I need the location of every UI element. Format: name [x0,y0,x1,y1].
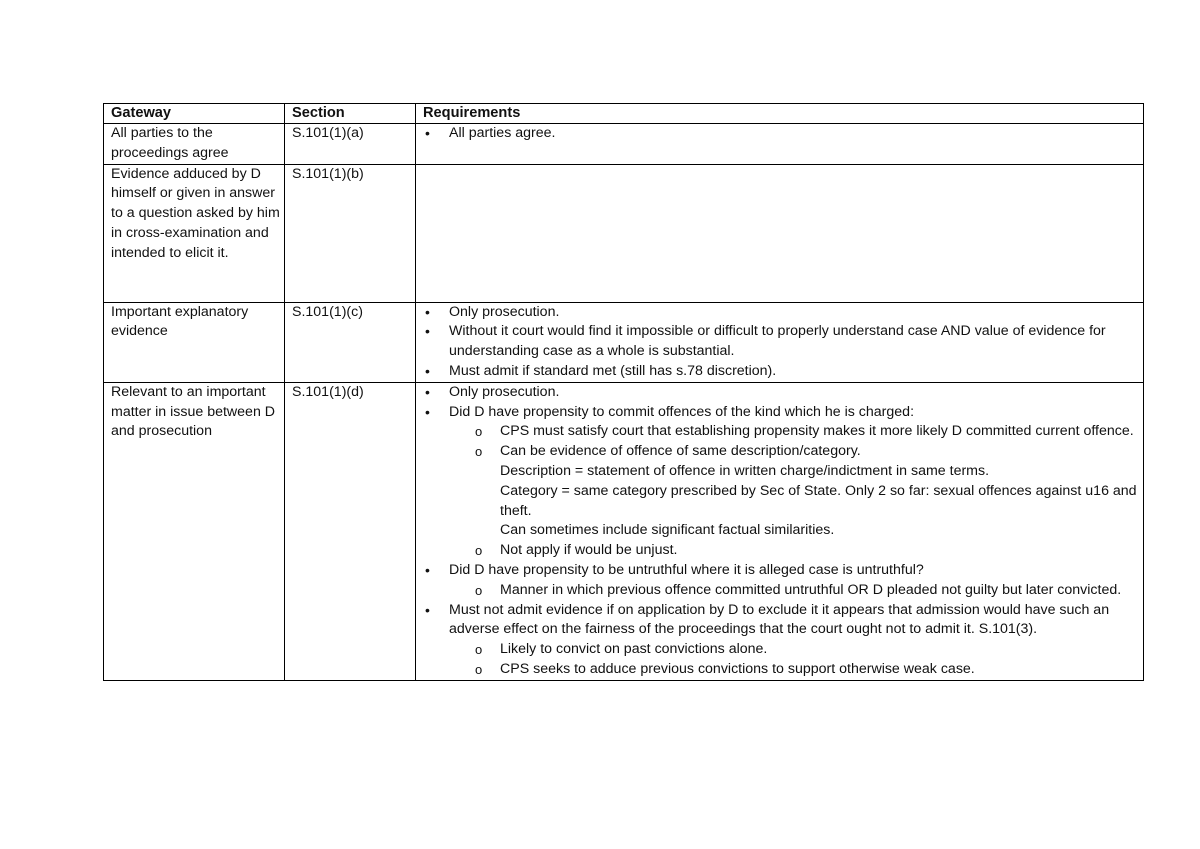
requirement-text: Did D have propensity to commit offences of the kind which he is charged: [449,403,915,420]
gateway-cell: All parties to the proceedings agree [104,124,285,165]
section-cell: S.101(1)(b) [285,164,416,302]
sub-requirement-item [449,660,1140,680]
sub-requirement-text: CPS must satisfy court that establishing propensity makes it more likely D committed current offence. [500,423,1134,440]
sub-requirements-list [449,422,1140,561]
header-requirements: Requirements [416,104,1144,124]
section-cell: S.101(1)(d) [285,382,416,680]
sub-requirement-note: Category = same category prescribed by Sec of State. Only 2 so far: sexual offences against u16 and theft. [500,482,1137,519]
sub-requirement-item [449,422,1140,442]
gateway-cell: Evidence adduced by D himself or given in answer to a question asked by him in cross-examination and intended to elicit it. [104,164,285,302]
table-row [104,302,1144,382]
header-gateway: Gateway [104,104,285,124]
requirements-list [423,303,1140,382]
requirements-cell [416,164,1144,302]
sub-requirement-text: CPS seeks to adduce previous convictions to support otherwise weak case. [500,660,975,677]
requirements-cell [416,382,1144,680]
requirements-list [423,383,1140,680]
requirement-item: • Only prosecution. [423,303,1140,323]
sub-requirement-item [449,442,1140,541]
requirement-item [423,601,1140,680]
sub-requirements-list [449,581,1140,601]
sub-requirement-text: Can be evidence of offence of same description/category. [500,443,861,460]
sub-requirement-item [449,581,1140,601]
sub-requirement-text: Manner in which previous offence committed untruthful OR D pleaded not guilty but later convicted. [500,581,1122,598]
requirement-item [423,383,1140,403]
sub-requirement-text: Not apply if would be unjust. [500,542,678,559]
sub-requirement-text: Likely to convict on past convictions alone. [500,641,768,658]
table-header-row [104,104,1144,124]
requirements-cell [416,302,1144,382]
requirement-item: • Must admit if standard met (still has s.78 discretion). [423,362,1140,382]
requirement-text: Did D have propensity to be untruthful where it is alleged case is untruthful? [449,561,924,578]
requirement-item [423,561,1140,601]
sub-requirement-item [449,541,1140,561]
requirement-item: • All parties agree. [423,124,1140,144]
table-row [104,124,1144,165]
gateways-table [103,103,1144,681]
gateway-cell: Relevant to an important matter in issue between D and prosecution [104,382,285,680]
section-cell: S.101(1)(c) [285,302,416,382]
requirements-list [423,124,1140,144]
requirements-cell [416,124,1144,165]
requirement-item [423,403,1140,561]
table-row [104,382,1144,680]
sub-requirement-note: Can sometimes include significant factual similarities. [500,522,835,539]
sub-requirements-list [449,640,1140,680]
section-cell: S.101(1)(a) [285,124,416,165]
sub-requirement-item [449,640,1140,660]
requirement-text: Must not admit evidence if on application by D to exclude it it appears that admission would have such an adverse effect on the fairness of the proceedings that the court ought not to admit it. S.101(3). [449,601,1110,638]
requirement-text: Only prosecution. [449,383,560,400]
sub-requirement-note: Description = statement of offence in written charge/indictment in same terms. [500,462,990,479]
requirement-item: • Without it court would find it impossible or difficult to properly understand case AND value of evidence for understanding case as a whole is substantial. [423,322,1140,362]
table-row [104,164,1144,302]
gateway-cell: Important explanatory evidence [104,302,285,382]
header-section: Section [285,104,416,124]
